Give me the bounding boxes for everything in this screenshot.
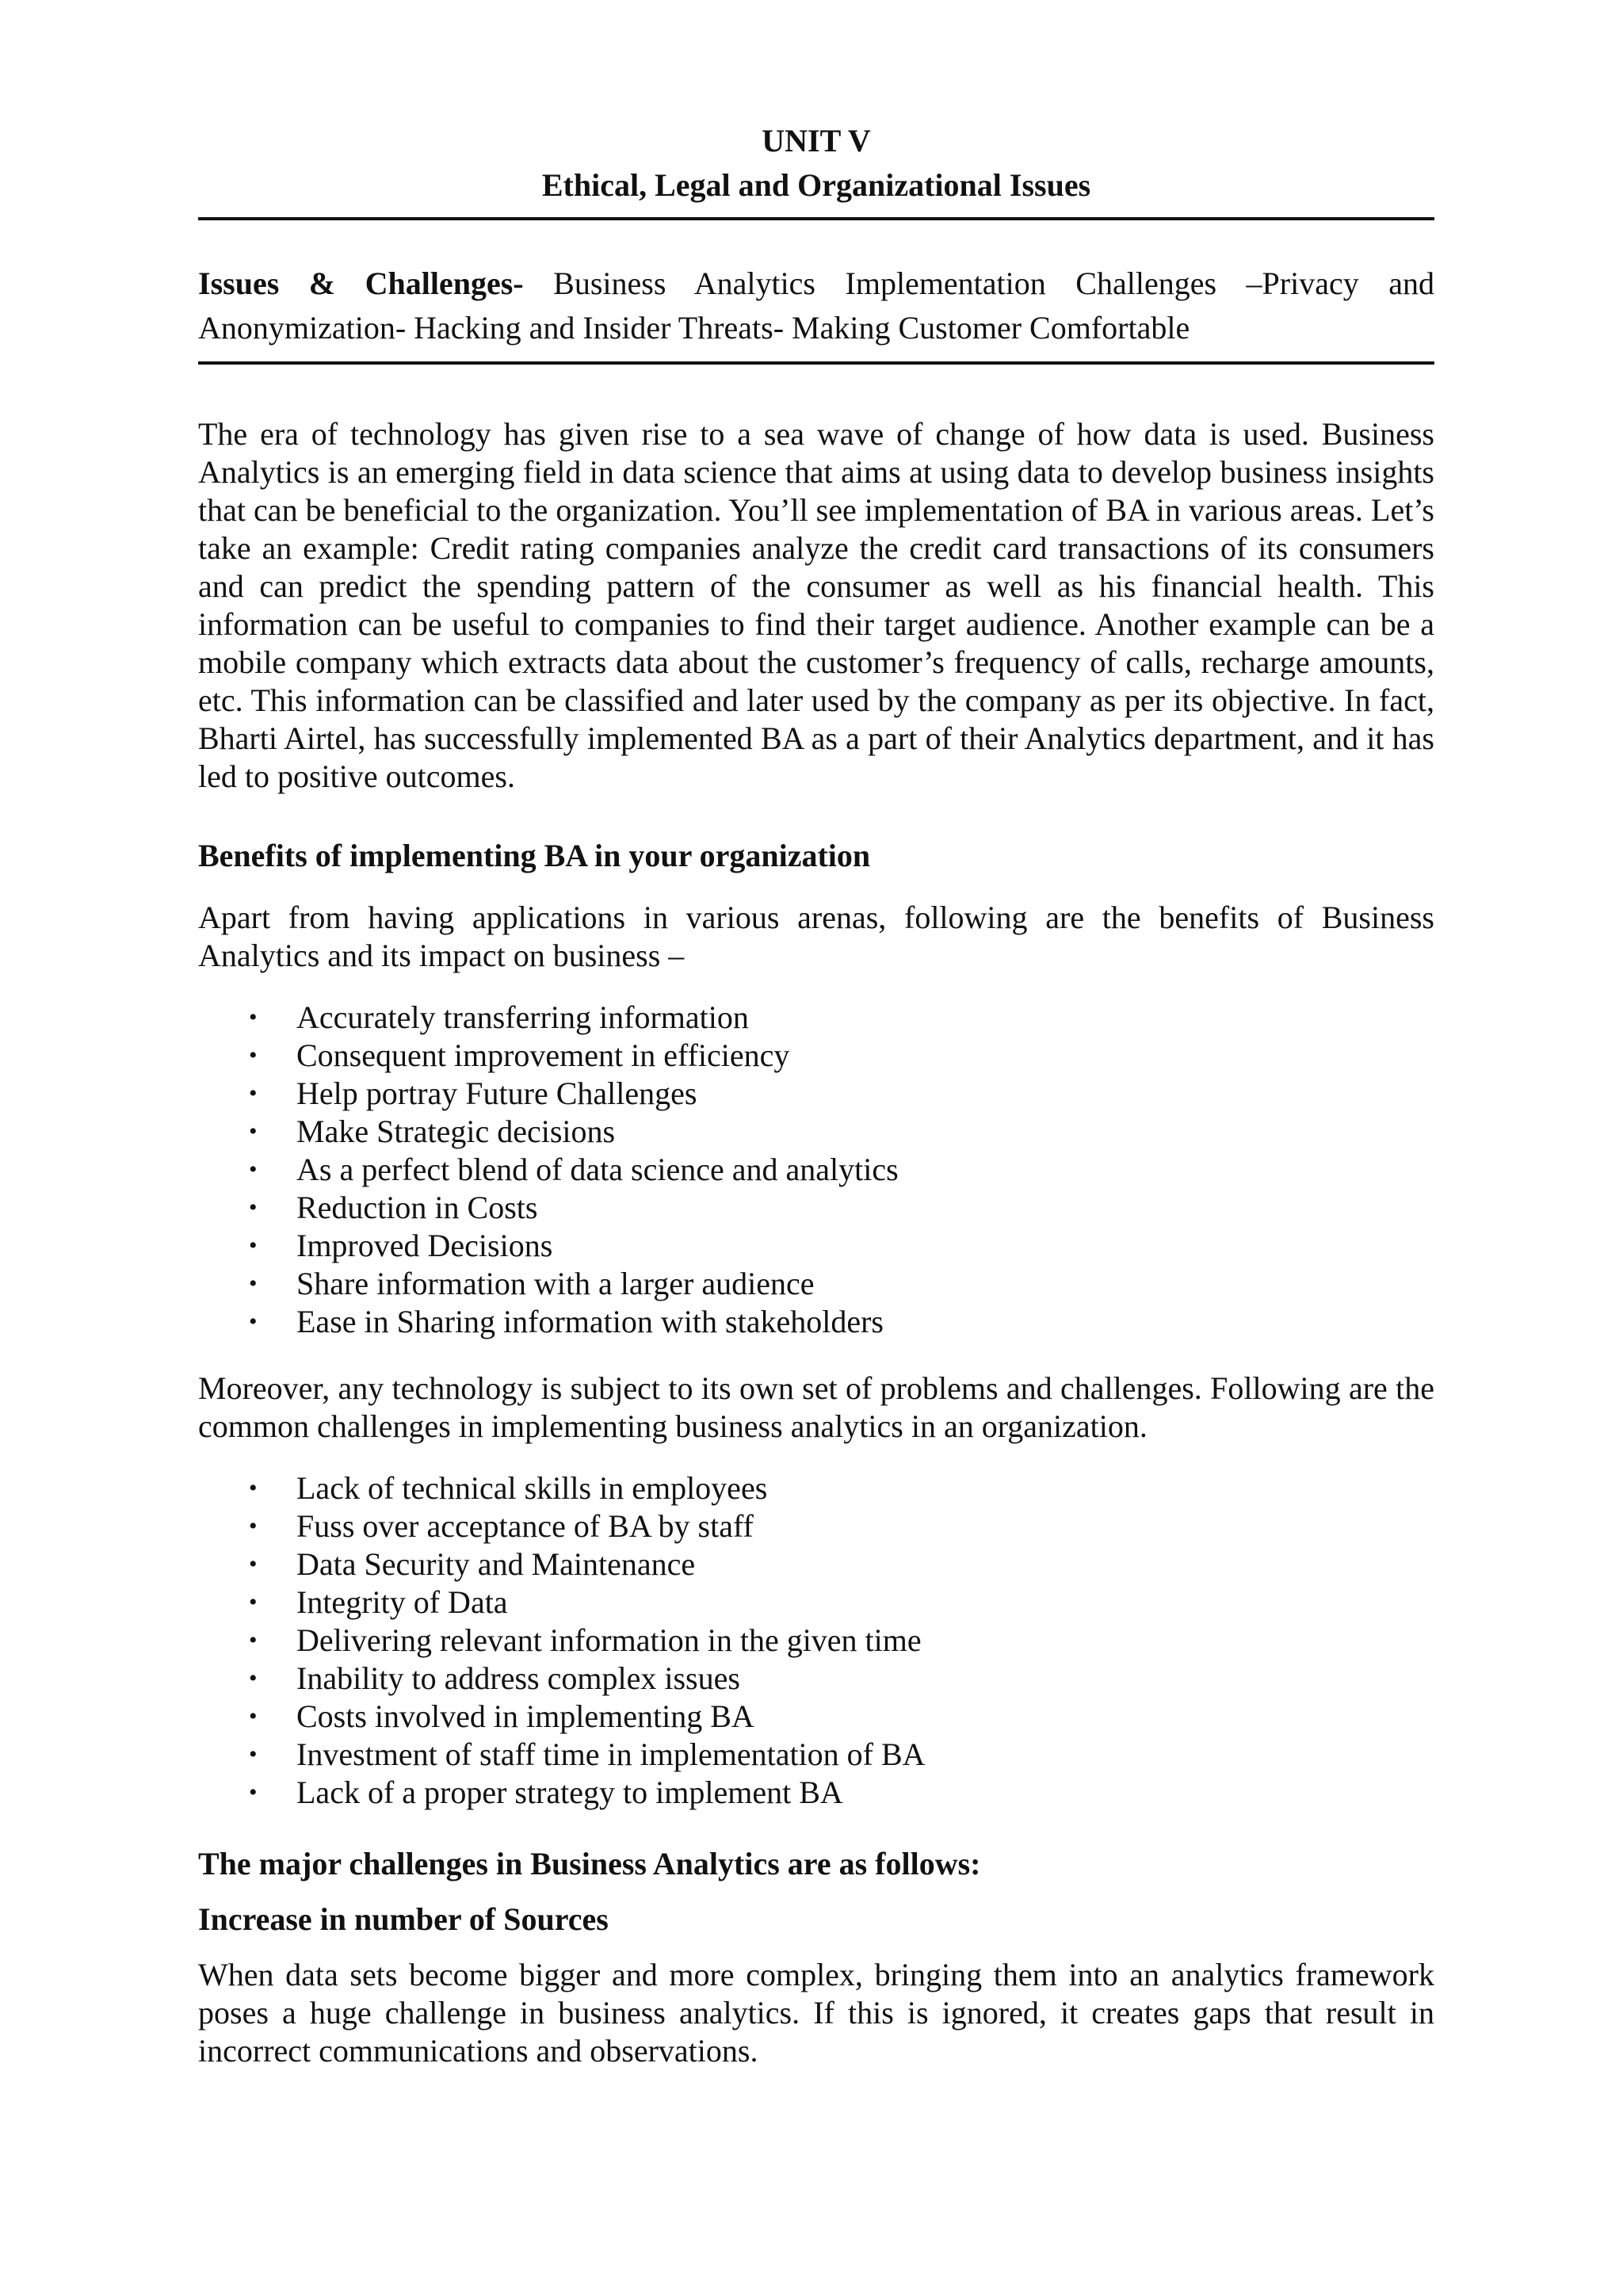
list-item: • Accurately transferring information <box>249 999 749 1035</box>
sources-paragraph: When data sets become bigger and more complex, bringing them into an analytics framework poses a huge challenge in business analytics. If this is ignored, it creates gaps that result in incorrect communications and observations. <box>198 1957 1434 2069</box>
bullet-icon: • <box>249 1551 258 1577</box>
major-challenges-heading: The major challenges in Business Analytics are as follows: <box>198 1846 981 1881</box>
bullet-icon: • <box>249 1475 258 1501</box>
list-item: • Integrity of Data <box>249 1584 508 1620</box>
bullet-icon: • <box>249 1080 258 1106</box>
list-item: • Reduction in Costs <box>249 1190 538 1225</box>
list-item: • Data Security and Maintenance <box>249 1546 696 1582</box>
list-item: • Ease in Sharing information with stakeholders <box>249 1304 884 1339</box>
document-page <box>198 119 1434 2070</box>
bullet-icon: • <box>249 1665 258 1691</box>
topics-summary <box>198 262 1434 350</box>
list-item: • Fuss over acceptance of BA by staff <box>249 1508 754 1544</box>
list-item: • Lack of technical skills in employees <box>249 1470 768 1506</box>
header-rule <box>198 217 1434 220</box>
list-item: • Investment of staff time in implementation of BA <box>249 1736 926 1772</box>
bullet-icon: • <box>249 1779 258 1805</box>
bullet-icon: • <box>249 1156 258 1182</box>
bullet-icon: • <box>249 1270 258 1297</box>
bullet-icon: • <box>249 1118 258 1144</box>
intro-paragraph: The era of technology has given rise to a sea wave of change of how data is used. Business Analytics is an emerging field in data science that aims at using data to develop business insights that can be beneficial to the organization. You’ll see implementation of BA in various areas. Let’s take an example: Credit rating companies analyze the credit card transactions of its consumers and can predict the spending pattern of the consumer as well as his financial health. This information can be useful to companies to find their target audience. Another example can be a mobile company which extracts data about the customer’s frequency of calls, recharge amounts, etc. This information can be classified and later used by the company as per its objective. In fact, Bharti Airtel, has successfully implemented BA as a part of their Analytics department, and it has led to positive outcomes. <box>198 416 1434 794</box>
list-item: • Inability to address complex issues <box>249 1660 740 1696</box>
bullet-icon: • <box>249 1589 258 1615</box>
topics-rule <box>198 361 1434 365</box>
list-item: • Improved Decisions <box>249 1228 553 1263</box>
benefits-heading: Benefits of implementing BA in your organization <box>198 838 871 873</box>
bullet-icon: • <box>249 1741 258 1767</box>
list-item: • Costs involved in implementing BA <box>249 1698 754 1734</box>
list-item: • Delivering relevant information in the given time <box>249 1622 922 1658</box>
benefits-lead: Apart from having applications in various arenas, following are the benefits of Business Analytics and its impact on business – <box>198 900 1434 973</box>
challenges-lead: Moreover, any technology is subject to its own set of problems and challenges. Following are the common challenges in implementing business analytics in an organization. <box>198 1370 1434 1444</box>
list-item: • Make Strategic decisions <box>249 1114 616 1149</box>
list-item: • Lack of a proper strategy to implement BA <box>249 1775 843 1810</box>
list-item: • Help portray Future Challenges <box>249 1075 697 1111</box>
bullet-icon: • <box>249 1703 258 1729</box>
sources-subheading: Increase in number of Sources <box>198 1901 609 1937</box>
unit-heading: UNIT V <box>762 123 871 159</box>
bullet-icon: • <box>249 1194 258 1221</box>
bullet-icon: • <box>249 1042 258 1068</box>
bullet-icon: • <box>249 1004 258 1030</box>
list-item: • As a perfect blend of data science and analytics <box>249 1152 899 1187</box>
list-item: • Share information with a larger audience <box>249 1266 815 1301</box>
topics-text: Business Analytics Implementation Challenges –Privacy and Anonymization- Hacking and Insider Threats- Making Customer Comfortable <box>198 266 1434 346</box>
bullet-icon: • <box>249 1232 258 1259</box>
bullet-icon: • <box>249 1627 258 1653</box>
list-item: • Consequent improvement in efficiency <box>249 1037 790 1073</box>
unit-title: Ethical, Legal and Organizational Issues <box>541 167 1091 203</box>
benefits-list <box>198 999 1434 1341</box>
bullet-icon: • <box>249 1513 258 1539</box>
topics-label: Issues & Challenges- <box>198 266 524 301</box>
bullet-icon: • <box>249 1308 258 1335</box>
challenges-list <box>198 1469 1434 1812</box>
